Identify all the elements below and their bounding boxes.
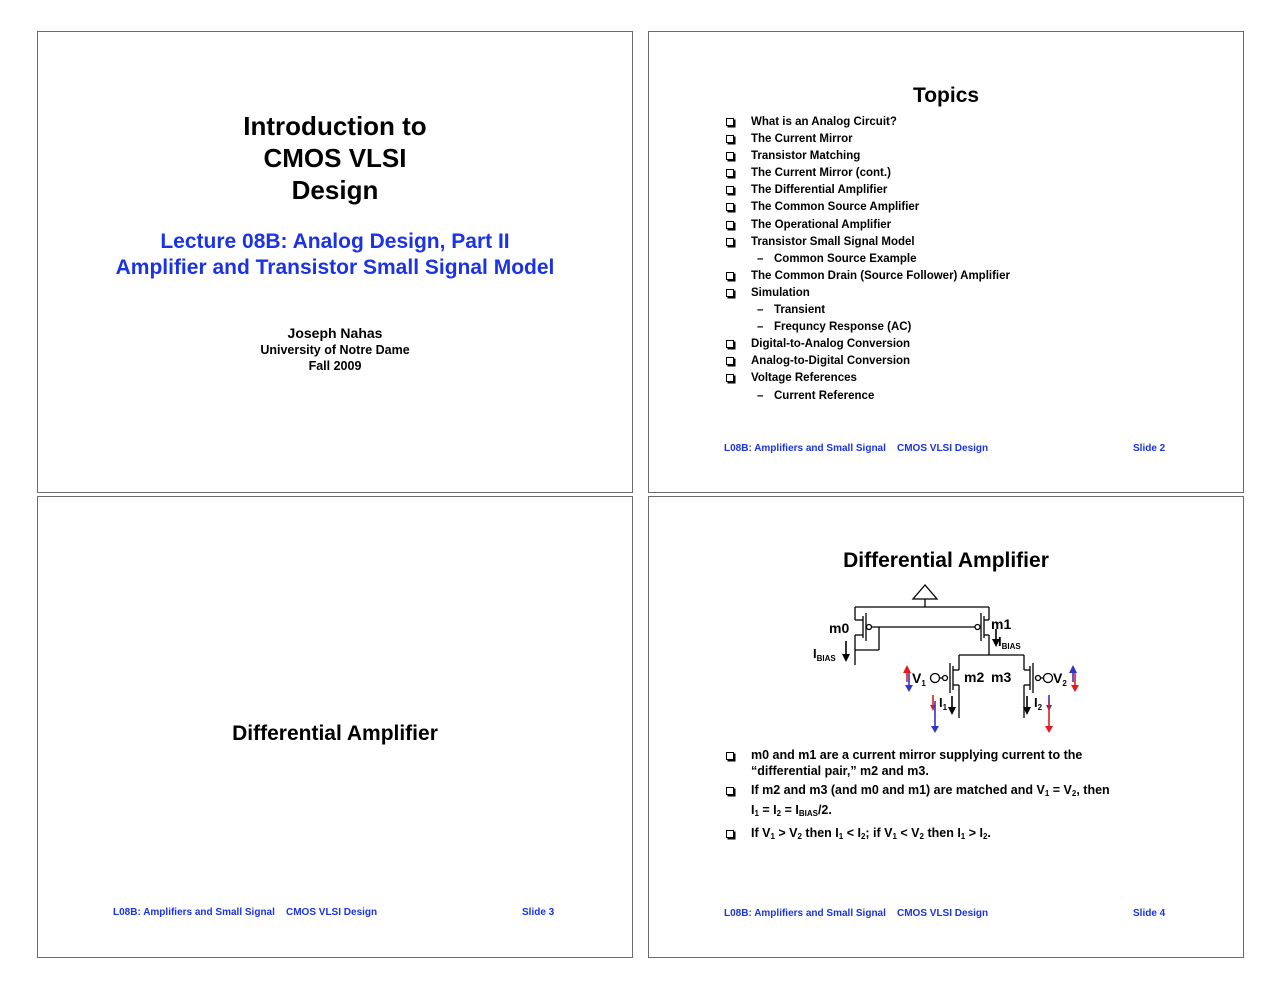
label-ibias-m1: $I_{BIAS}$ — [998, 634, 1021, 651]
topic-item — [724, 165, 1010, 182]
label-m3: m3 — [991, 669, 1012, 685]
checkbox-bullet-icon — [726, 186, 734, 194]
slide-1 — [37, 31, 633, 493]
title-line: Design — [291, 175, 379, 205]
topic-item — [724, 234, 1010, 251]
topic-text: Transient — [774, 304, 826, 317]
slide-number: Slide 3 — [522, 907, 555, 918]
topic-text: The Common Source Amplifier — [751, 201, 920, 214]
topic-item — [724, 199, 1010, 216]
topic-text: Frequncy Response (AC) — [774, 321, 912, 334]
slide-footer-left: L08B: Amplifiers and Small Signal CMOS VLSI Design — [113, 907, 378, 918]
label-v2: $V_2$ — [1053, 670, 1067, 688]
author-block — [38, 324, 632, 374]
subtitle-line: Lecture 08B: Analog Design, Part II — [160, 230, 510, 253]
dash-bullet-icon: – — [757, 321, 764, 334]
bullet-item: If V1 > V2 then I1 < I2; if V1 < V2 then I1 > I2. — [724, 825, 1144, 845]
dash-bullet-icon: – — [757, 304, 764, 317]
checkbox-bullet-icon — [726, 830, 734, 838]
label-v1: $V_1$ — [912, 670, 926, 688]
topic-text: The Common Drain (Source Follower) Amplifier — [751, 269, 1010, 282]
slide-title: Topics — [912, 84, 980, 107]
label-i1: $I_1$ — [939, 695, 948, 712]
title-line: CMOS VLSI — [263, 143, 407, 173]
affiliation: University of Notre Dame — [260, 343, 410, 357]
slide-title: Differential Amplifier — [843, 549, 1049, 572]
slide-footer-left: L08B: Amplifiers and Small Signal CMOS VLSI Design — [724, 443, 989, 454]
slide-number: Slide 2 — [1133, 443, 1166, 454]
topic-item — [724, 353, 1010, 370]
topic-item — [724, 148, 1010, 165]
topic-item — [724, 285, 1010, 302]
checkbox-bullet-icon — [726, 118, 734, 126]
topics-list — [724, 114, 1010, 405]
topic-item — [724, 319, 1010, 336]
checkbox-bullet-icon — [726, 169, 734, 177]
topic-item — [724, 268, 1010, 285]
checkbox-bullet-icon — [726, 272, 734, 280]
lecture-subtitle — [38, 229, 632, 281]
bullet-item: m0 and m1 are a current mirror supplying current to the “differential pair,” m2 and m3. — [724, 747, 1144, 779]
label-m0: m0 — [829, 620, 850, 636]
checkbox-bullet-icon — [726, 340, 734, 348]
bullet-item: If m2 and m3 (and m0 and m1) are matched and V1 = V2, then I1 = I2 = IBIAS/2. — [724, 782, 1144, 822]
subtitle-line: Amplifier and Transistor Small Signal Model — [115, 256, 555, 279]
topic-text: The Current Mirror (cont.) — [751, 167, 891, 180]
author-name: Joseph Nahas — [287, 325, 383, 341]
checkbox-bullet-icon — [726, 357, 734, 365]
slide-number: Slide 4 — [1133, 908, 1166, 919]
topic-text: Transistor Matching — [751, 150, 861, 163]
topic-item — [724, 336, 1010, 353]
checkbox-bullet-icon — [726, 374, 734, 382]
checkbox-bullet-icon — [726, 135, 734, 143]
topic-item — [724, 114, 1010, 131]
topic-text: The Current Mirror — [751, 133, 853, 146]
label-ibias: $I_{BIAS}$ — [813, 646, 836, 663]
topic-text: What is an Analog Circuit? — [751, 116, 897, 128]
topic-item — [724, 182, 1010, 199]
topic-item — [724, 251, 1010, 268]
differential-amplifier-schematic — [799, 583, 1089, 743]
topic-text: The Operational Amplifier — [751, 218, 892, 231]
checkbox-bullet-icon — [726, 752, 734, 760]
dash-bullet-icon: – — [757, 389, 764, 402]
term: Fall 2009 — [308, 359, 362, 373]
slide-footer-left: L08B: Amplifiers and Small Signal CMOS VLSI Design — [724, 908, 989, 919]
checkbox-bullet-icon — [726, 787, 734, 795]
dash-bullet-icon: – — [757, 252, 764, 265]
topic-item — [724, 217, 1010, 234]
slide-2 — [648, 31, 1244, 493]
topic-text: Transistor Small Signal Model — [751, 235, 915, 248]
topic-text: The Differential Amplifier — [751, 184, 888, 197]
topic-item — [724, 370, 1010, 387]
label-i2: $I_2$ — [1034, 695, 1043, 712]
vdd-triangle-icon — [913, 585, 937, 599]
topic-item — [724, 131, 1010, 148]
topic-text: Digital-to-Analog Conversion — [751, 338, 911, 351]
section-title: Differential Amplifier — [232, 722, 438, 745]
topic-text: Current Reference — [774, 389, 875, 402]
topic-text: Simulation — [751, 286, 810, 299]
checkbox-bullet-icon — [726, 221, 734, 229]
label-m1: m1 — [991, 616, 1012, 632]
checkbox-bullet-icon — [726, 152, 734, 160]
presentation-title — [38, 110, 632, 206]
checkbox-bullet-icon — [726, 238, 734, 246]
label-m2: m2 — [964, 669, 985, 685]
title-line: Introduction to — [243, 111, 427, 141]
topic-text: Voltage References — [751, 372, 857, 385]
checkbox-bullet-icon — [726, 289, 734, 297]
checkbox-bullet-icon — [726, 203, 734, 211]
topic-item — [724, 388, 1010, 405]
slide-3 — [37, 496, 633, 958]
topic-text: Common Source Example — [774, 252, 917, 265]
topic-text: Analog-to-Digital Conversion — [751, 355, 911, 368]
bullet-list — [724, 747, 1144, 848]
slide-4 — [648, 496, 1244, 958]
topic-item — [724, 302, 1010, 319]
